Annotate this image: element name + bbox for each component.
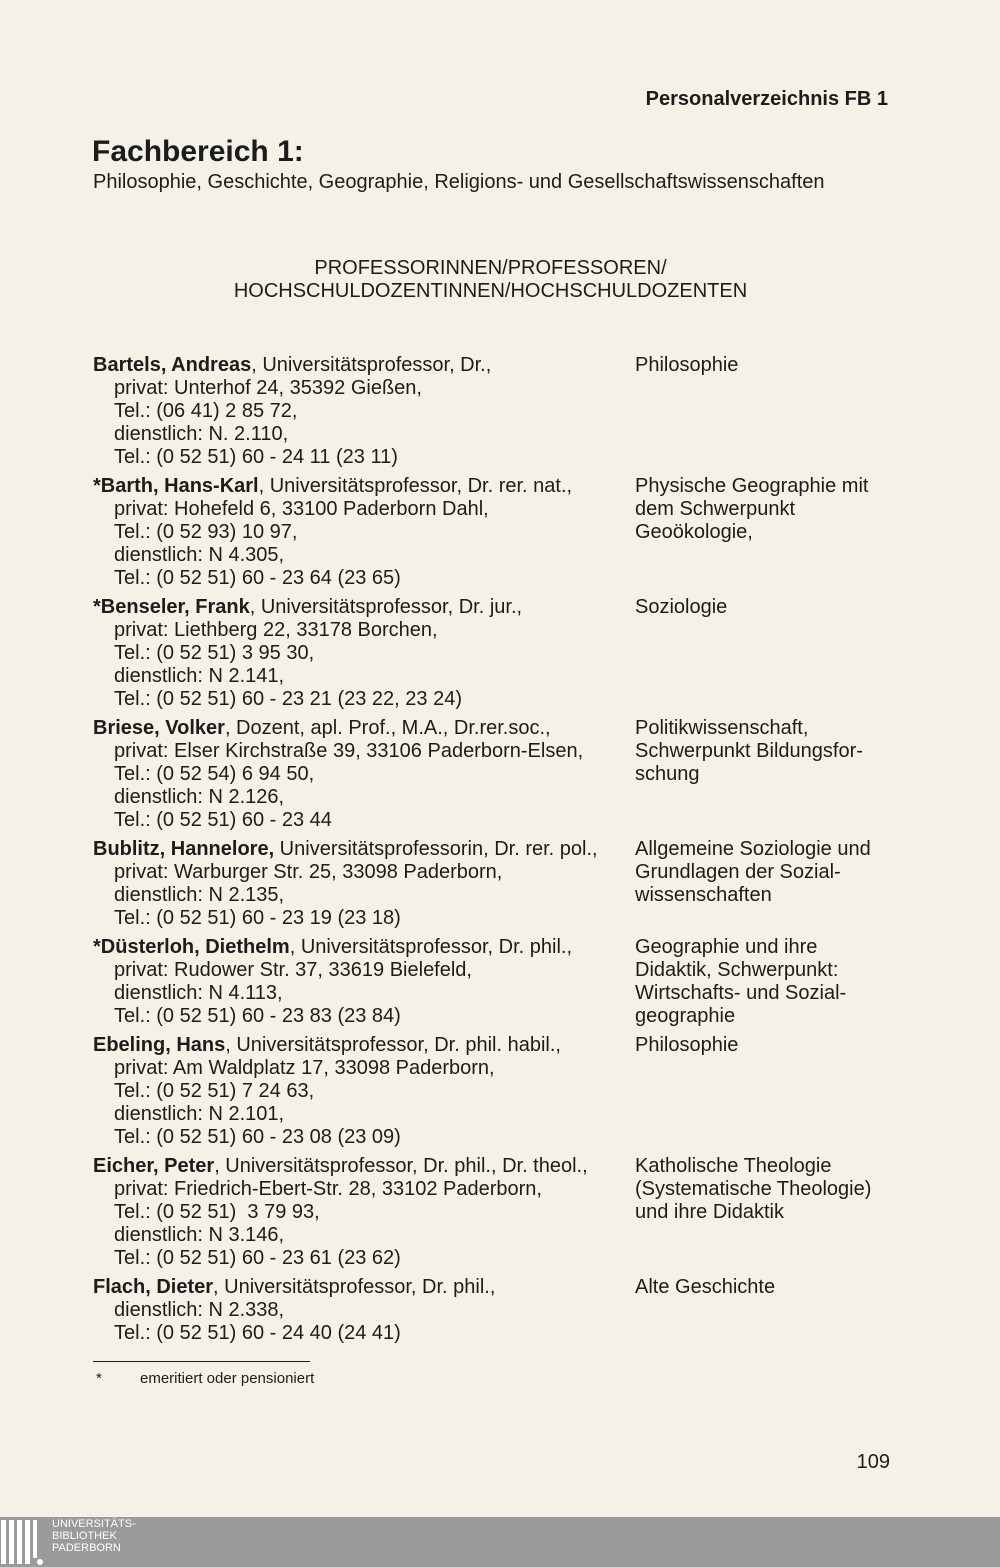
person-name: Bublitz, Hannelore, [93, 838, 275, 860]
contact-line: privat: Am Waldplatz 17, 33098 Paderborn, [114, 1057, 495, 1079]
section-heading-line: PROFESSORINNEN/PROFESSOREN/ [314, 257, 667, 279]
contact-line: privat: Liethberg 22, 33178 Borchen, [114, 619, 438, 641]
staff-entry [93, 1155, 888, 1270]
subject-line: Allgemeine Soziologie und [635, 838, 871, 860]
contact-line: Tel.: (0 52 51) 60 - 23 21 (23 22, 23 24) [114, 688, 462, 710]
entry-heading [93, 717, 635, 740]
library-logo-line: PADERBORN [52, 1542, 121, 1554]
person-title: , Universitätsprofessor, Dr. rer. nat., [258, 475, 573, 497]
entry-subject [635, 475, 888, 590]
entry-subject [635, 354, 888, 469]
contact-line: Tel.: (0 52 54) 6 94 50, [114, 763, 315, 785]
contact-line: Tel.: (0 52 51) 3 95 30, [114, 642, 315, 664]
staff-entry [93, 838, 888, 930]
contact-line: privat: Friedrich-Ebert-Str. 28, 33102 Paderborn, [114, 1178, 542, 1200]
staff-list [93, 354, 888, 1351]
entry-contact [93, 1276, 635, 1345]
subject-line: Katholische Theologie [635, 1155, 832, 1177]
subject-line: Politikwissenschaft, [635, 717, 809, 739]
section-heading-line: HOCHSCHULDOZENTINNEN/HOCHSCHULDOZENTEN [233, 280, 748, 302]
contact-line: dienstlich: N 2.338, [114, 1299, 285, 1321]
person-title: , Universitätsprofessor, Dr., [251, 354, 492, 376]
person-title: , Dozent, apl. Prof., M.A., Dr.rer.soc., [224, 717, 551, 739]
staff-entry [93, 717, 888, 832]
person-title: , Universitätsprofessor, Dr. phil. habil., [225, 1034, 561, 1056]
entry-contact [93, 354, 635, 469]
entry-subject [635, 838, 888, 930]
entry-subject [635, 1155, 888, 1270]
entry-contact [93, 1034, 635, 1149]
contact-line: Tel.: (0 52 51) 3 79 93, [114, 1201, 320, 1223]
subject-line: Geographie und ihre [635, 936, 818, 958]
entry-heading [93, 1276, 635, 1299]
entry-contact [93, 1155, 635, 1270]
person-name: *Barth, Hans-Karl [93, 475, 259, 497]
entry-heading [93, 475, 635, 498]
contact-line: privat: Hohefeld 6, 33100 Paderborn Dahl, [114, 498, 489, 520]
contact-line: privat: Elser Kirchstraße 39, 33106 Paderborn-Elsen, [114, 740, 584, 762]
contact-line: Tel.: (0 52 51) 60 - 23 08 (23 09) [114, 1126, 401, 1148]
entry-contact [93, 838, 635, 930]
library-logo-bars-icon [0, 1517, 48, 1567]
person-name: *Düsterloh, Diethelm [93, 936, 290, 958]
library-logo-text [52, 1518, 136, 1554]
subject-line: Schwerpunkt Bildungsfor- [635, 740, 863, 762]
entry-heading [93, 1155, 635, 1178]
contact-line: Tel.: (0 52 51) 60 - 23 44 [114, 809, 332, 831]
entry-heading [93, 936, 635, 959]
page-number: 109 [856, 1451, 890, 1473]
subject-line: Geoökologie, [635, 521, 753, 543]
subject-line: Alte Geschichte [635, 1276, 776, 1298]
contact-line: dienstlich: N 2.135, [114, 884, 285, 906]
entry-contact [93, 936, 635, 1028]
library-logo-line: UNIVERSITÄTS- [52, 1518, 136, 1530]
subject-line: dem Schwerpunkt [635, 498, 796, 520]
subject-line: Didaktik, Schwerpunkt: [635, 959, 839, 981]
staff-entry [93, 596, 888, 711]
contact-line: dienstlich: N 4.305, [114, 544, 285, 566]
page-subtitle: Philosophie, Geschichte, Geographie, Religions- und Gesellschaftswissenschaften [93, 171, 825, 193]
footnote-rule [93, 1361, 310, 1362]
staff-entry [93, 936, 888, 1028]
contact-line: Tel.: (0 52 51) 60 - 23 64 (23 65) [114, 567, 401, 589]
entry-heading [93, 1034, 635, 1057]
staff-entry [93, 1276, 888, 1345]
contact-line: Tel.: (0 52 51) 60 - 23 61 (23 62) [114, 1247, 401, 1269]
person-title: , Universitätsprofessor, Dr. phil., Dr. theol., [214, 1155, 588, 1177]
entry-heading [93, 838, 635, 861]
contact-line: Tel.: (0 52 51) 7 24 63, [114, 1080, 315, 1102]
subject-line: Physische Geographie mit [635, 475, 869, 497]
contact-line: dienstlich: N 2.141, [114, 665, 285, 687]
person-name: *Benseler, Frank [93, 596, 250, 618]
entry-subject [635, 1276, 888, 1345]
entry-subject [635, 936, 888, 1028]
footnote [93, 1370, 314, 1388]
entry-subject [635, 1034, 888, 1149]
subject-line: geographie [635, 1005, 736, 1027]
entry-heading [93, 354, 635, 377]
contact-line: Tel.: (0 52 93) 10 97, [114, 521, 298, 543]
contact-line: Tel.: (0 52 51) 60 - 24 40 (24 41) [114, 1322, 401, 1344]
staff-entry [93, 475, 888, 590]
staff-entry [93, 1034, 888, 1149]
subject-line: Soziologie [635, 596, 728, 618]
library-logo-line: BIBLIOTHEK [52, 1530, 117, 1542]
section-heading [93, 257, 888, 303]
subject-line: Philosophie [635, 354, 739, 376]
person-title: , Universitätsprofessor, Dr. phil., [289, 936, 573, 958]
entry-subject [635, 717, 888, 832]
footnote-marker: * [96, 1370, 102, 1387]
contact-line: dienstlich: N 2.101, [114, 1103, 285, 1125]
person-name: Eicher, Peter [93, 1155, 215, 1177]
contact-line: dienstlich: N 2.126, [114, 786, 285, 808]
footnote-text: emeritiert oder pensioniert [140, 1370, 315, 1387]
entry-heading [93, 596, 635, 619]
person-name: Flach, Dieter [93, 1276, 214, 1298]
contact-line: Tel.: (06 41) 2 85 72, [114, 400, 298, 422]
contact-line: Tel.: (0 52 51) 60 - 24 11 (23 11) [114, 446, 398, 468]
contact-line: dienstlich: N 4.113, [114, 982, 283, 1004]
person-name: Bartels, Andreas [93, 354, 252, 376]
contact-line: dienstlich: N 3.146, [114, 1224, 285, 1246]
person-title: , Universitätsprofessor, Dr. jur., [249, 596, 523, 618]
subject-line: (Systematische Theologie) [635, 1178, 872, 1200]
person-title: Universitätsprofessorin, Dr. rer. pol., [274, 838, 598, 860]
subject-line: und ihre Didaktik [635, 1201, 784, 1223]
subject-line: Wirtschafts- und Sozial- [635, 982, 847, 1004]
person-title: , Universitätsprofessor, Dr. phil., [213, 1276, 496, 1298]
entry-contact [93, 475, 635, 590]
page-title: Fachbereich 1: [92, 135, 304, 168]
person-name: Briese, Volker [93, 717, 225, 739]
running-head: Personalverzeichnis FB 1 [645, 88, 888, 110]
entry-subject [635, 596, 888, 711]
person-name: Ebeling, Hans [93, 1034, 226, 1056]
entry-contact [93, 596, 635, 711]
contact-line: Tel.: (0 52 51) 60 - 23 19 (23 18) [114, 907, 401, 929]
subject-line: wissenschaften [635, 884, 772, 906]
library-footer-bar [0, 1517, 1000, 1567]
subject-line: Grundlagen der Sozial- [635, 861, 841, 883]
contact-line: privat: Rudower Str. 37, 33619 Bielefeld, [114, 959, 472, 981]
staff-entry [93, 354, 888, 469]
contact-line: dienstlich: N. 2.110, [114, 423, 289, 445]
entry-contact [93, 717, 635, 832]
subject-line: schung [635, 763, 700, 785]
contact-line: privat: Unterhof 24, 35392 Gießen, [114, 377, 422, 399]
subject-line: Philosophie [635, 1034, 739, 1056]
contact-line: privat: Warburger Str. 25, 33098 Paderborn, [114, 861, 503, 883]
contact-line: Tel.: (0 52 51) 60 - 23 83 (23 84) [114, 1005, 401, 1027]
